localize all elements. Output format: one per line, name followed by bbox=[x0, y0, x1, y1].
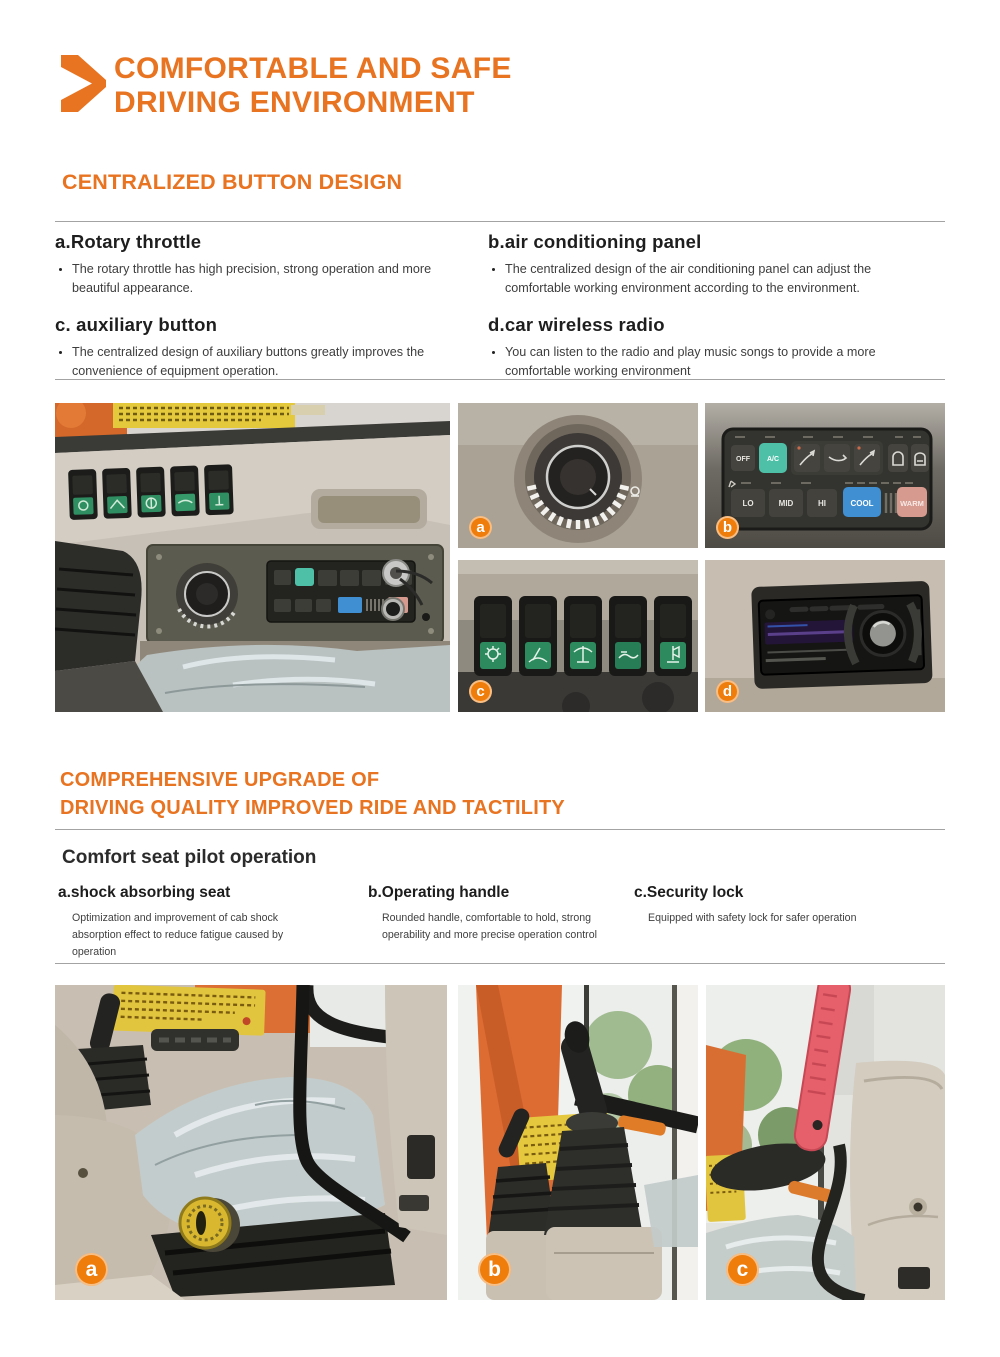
ac-control-panel bbox=[723, 429, 931, 529]
seat-back-console bbox=[850, 1061, 945, 1300]
photo-rotary-throttle bbox=[458, 403, 698, 548]
photo-shock-absorbing-seat bbox=[55, 985, 447, 1300]
temp-cool-button: COOL bbox=[850, 499, 874, 508]
photo-ac-panel bbox=[705, 403, 945, 548]
feature-body: Rounded handle, comfortable to hold, strong operability and more precise operation control bbox=[382, 912, 597, 941]
warning-sticker bbox=[113, 403, 325, 428]
feature-title: d.car wireless radio bbox=[488, 313, 665, 335]
page-title-line2: DRIVING ENVIRONMENT bbox=[114, 86, 475, 119]
rocker-switch-row bbox=[68, 464, 234, 520]
feature-body: Equipped with safety lock for safer operation bbox=[648, 912, 857, 924]
feature-title: b.Operating handle bbox=[368, 884, 510, 901]
warning-sticker bbox=[112, 985, 266, 1036]
seat-plastic-cover bbox=[113, 645, 450, 712]
section1-feature-grid bbox=[55, 231, 945, 381]
section1-heading: CENTRALIZED BUTTON DESIGN bbox=[62, 170, 403, 194]
feature-body: • You can listen to the radio and play music songs to provide a more comfortable working environment bbox=[505, 343, 945, 381]
photo-security-lock bbox=[706, 985, 945, 1300]
height-adjust-knob bbox=[180, 1198, 240, 1252]
joystick-boot bbox=[55, 541, 142, 671]
divider-line bbox=[55, 221, 945, 222]
feature-body: • The centralized design of auxiliary buttons greatly improves the convenience of equipment operation. bbox=[72, 343, 488, 381]
feature-rotary-throttle bbox=[55, 231, 488, 298]
fan-hi-button: HI bbox=[818, 499, 826, 508]
fan-lo-button: LO bbox=[742, 499, 754, 508]
brand-chevron-icon bbox=[55, 50, 111, 123]
fan-mid-button: MID bbox=[778, 499, 794, 508]
console-panel bbox=[147, 545, 443, 643]
feature-body: Optimization and improvement of cab shock absorption effect to reduce fatigue caused by operation bbox=[72, 912, 284, 958]
ac-ac-button: A/C bbox=[766, 456, 780, 463]
vent-direction-buttons bbox=[794, 444, 880, 472]
feature-wireless-radio bbox=[488, 314, 945, 381]
divider-line bbox=[55, 829, 945, 830]
feature-operating-handle bbox=[368, 884, 598, 944]
photo-operating-handles bbox=[458, 985, 698, 1300]
photo-label-badge: c bbox=[469, 680, 492, 703]
feature-title: c. auxiliary button bbox=[55, 313, 218, 335]
divider-line bbox=[55, 963, 945, 964]
ac-off-button: OFF bbox=[736, 456, 750, 463]
photo-cab-console bbox=[55, 403, 450, 712]
page-title-line1: COMFORTABLE AND SAFE bbox=[114, 52, 512, 85]
feature-shock-absorbing-seat bbox=[58, 884, 318, 961]
feature-ac-panel bbox=[488, 231, 945, 298]
photo-label-badge: b bbox=[478, 1253, 511, 1286]
photo-label-badge: d bbox=[716, 680, 739, 703]
feature-title: a.Rotary throttle bbox=[55, 231, 202, 252]
power-socket bbox=[382, 598, 404, 620]
feature-title: a.shock absorbing seat bbox=[58, 884, 231, 901]
photo-auxiliary-switches bbox=[458, 560, 698, 712]
divider-line bbox=[55, 379, 945, 380]
section2-heading bbox=[60, 766, 565, 822]
page-title bbox=[114, 52, 512, 120]
dash-tray bbox=[311, 489, 427, 529]
photo-label-badge: b bbox=[716, 516, 739, 539]
photo-car-radio bbox=[705, 560, 945, 712]
section2-heading-line1: COMPREHENSIVE UPGRADE OF bbox=[60, 769, 380, 791]
feature-title: b.air conditioning panel bbox=[488, 231, 702, 252]
feature-body: • The centralized design of the air conditioning panel can adjust the comfortable working environment according to the environment. bbox=[505, 260, 945, 298]
temp-warm-button: WARM bbox=[900, 499, 924, 508]
section2-heading-line2: DRIVING QUALITY IMPROVED RIDE AND TACTILITY bbox=[60, 797, 565, 819]
feature-security-lock bbox=[634, 884, 884, 927]
radio-head-unit bbox=[751, 581, 932, 689]
feature-body: • The rotary throttle has high precision, strong operation and more beautiful appearance. bbox=[72, 260, 488, 298]
photo-label-badge: c bbox=[726, 1253, 759, 1286]
feature-auxiliary-button bbox=[55, 314, 488, 381]
feature-title: c.Security lock bbox=[634, 884, 744, 901]
section2-subheading: Comfort seat pilot operation bbox=[62, 847, 317, 868]
photo-label-badge: a bbox=[469, 516, 492, 539]
photo-label-badge: a bbox=[75, 1253, 108, 1286]
switch-row bbox=[474, 596, 692, 676]
